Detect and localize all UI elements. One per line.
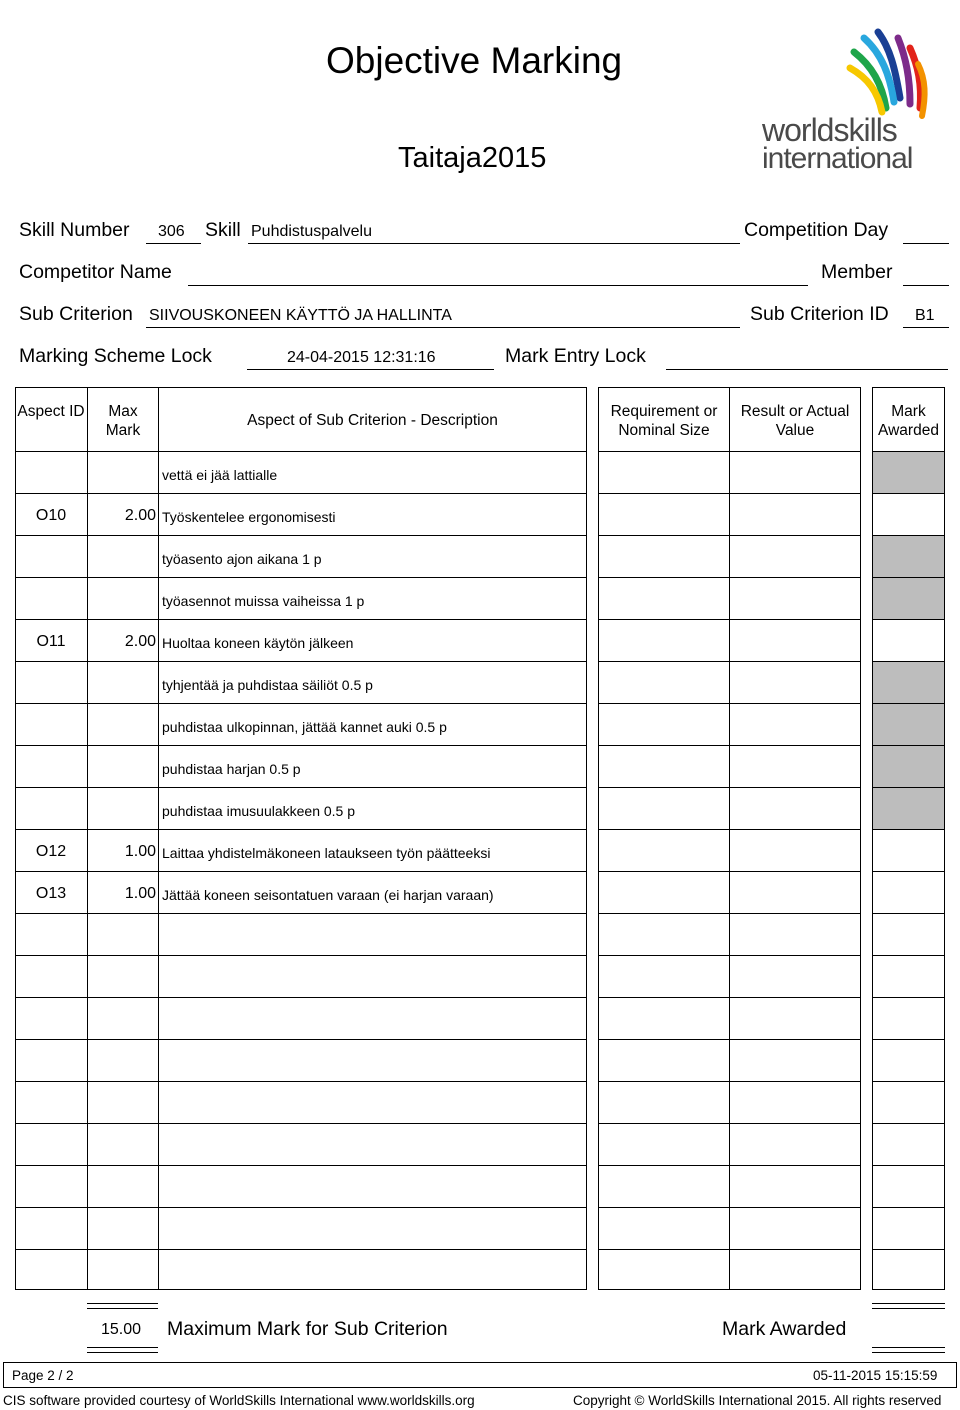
sub-criterion-id-value: B1 (915, 307, 935, 324)
header-description (160, 411, 585, 430)
competition-day-label: Competition Day (744, 219, 889, 241)
description-cell: Huoltaa koneen käytön jälkeen (162, 635, 354, 651)
awarded-cell[interactable] (873, 1124, 944, 1165)
row-divider (598, 703, 861, 704)
description-cell: tyhjentää ja puhdistaa säiliöt 0.5 p (162, 677, 373, 693)
aspect-id-cell: O13 (35, 885, 67, 902)
header-description-text: Aspect of Sub Criterion - Description (247, 412, 498, 429)
sub-criterion-value: SIIVOUSKONEEN KÄYTTÖ JA HALLINTA (149, 307, 452, 324)
description-cell: työasento ajon aikana 1 p (162, 551, 322, 567)
awarded-total-top-rule (872, 1303, 945, 1309)
awarded-cell-shaded (873, 662, 944, 703)
row-divider (15, 829, 587, 830)
row-divider (598, 1123, 861, 1124)
awarded-cell[interactable] (873, 1040, 944, 1081)
description-cell: työasennot muissa vaiheissa 1 p (162, 593, 365, 609)
awarded-cell[interactable] (873, 620, 944, 661)
row-divider (598, 997, 861, 998)
row-divider (15, 1039, 587, 1040)
header-aspect-id (17, 402, 85, 421)
row-divider (598, 955, 861, 956)
awarded-cell-shaded (873, 788, 944, 829)
row-divider (598, 1249, 861, 1250)
marking-scheme-lock-line (247, 369, 494, 370)
awarded-total-bottom-rule (872, 1347, 945, 1353)
max-total-bottom-rule (87, 1347, 158, 1353)
max-mark-cell: 1.00 (124, 843, 156, 860)
mark-entry-lock-line (666, 369, 948, 370)
col-divider (87, 387, 88, 1290)
row-divider (15, 745, 587, 746)
row-divider (598, 787, 861, 788)
awarded-cell-shaded (873, 578, 944, 619)
header-result (733, 402, 857, 440)
marking-scheme-lock-label: Marking Scheme Lock (19, 345, 212, 367)
member-line (903, 285, 949, 286)
logo-text-worldskills: worldskills (762, 112, 897, 148)
max-total-value: 15.00 (101, 1321, 142, 1338)
description-cell: puhdistaa harjan 0.5 p (162, 761, 301, 777)
courtesy-text: CIS software provided courtesy of WorldSkills International www.worldskills.org (3, 1393, 475, 1408)
sub-criterion-line (146, 327, 740, 328)
row-divider (15, 493, 587, 494)
awarded-cell[interactable] (873, 830, 944, 871)
skill-value: Puhdistuspalvelu (251, 223, 372, 240)
skill-number-value: 306 (158, 223, 185, 240)
description-cell: Työskentelee ergonomisesti (162, 509, 336, 525)
row-divider (15, 871, 587, 872)
row-divider (598, 535, 861, 536)
row-divider (598, 661, 861, 662)
awarded-cell-shaded (873, 452, 944, 493)
row-divider (15, 955, 587, 956)
header-requirement (604, 402, 724, 440)
row-divider (15, 1123, 587, 1124)
row-divider (15, 619, 587, 620)
row-divider (15, 451, 587, 452)
skill-line (248, 243, 740, 244)
awarded-cell[interactable] (873, 494, 944, 535)
row-divider (15, 703, 587, 704)
description-cell: Laittaa yhdistelmäkoneen lataukseen työn päätteeksi (162, 845, 491, 861)
copyright-text: Copyright © WorldSkills International 2015. All rights reserved (573, 1393, 942, 1408)
awarded-cell[interactable] (873, 956, 944, 997)
header-requirement-text: Requirement or Nominal Size (610, 403, 718, 439)
row-divider (15, 787, 587, 788)
row-divider (15, 577, 587, 578)
aspect-id-cell: O10 (35, 507, 67, 524)
print-datetime: 05-11-2015 15:15:59 (813, 1368, 938, 1383)
mark-entry-lock-label: Mark Entry Lock (505, 345, 646, 367)
row-divider (15, 997, 587, 998)
logo-text-international: international (762, 142, 913, 175)
col-divider (158, 387, 159, 1290)
member-label: Member (821, 261, 893, 283)
description-cell: puhdistaa ulkopinnan, jättää kannet auki 0.5 p (162, 719, 447, 735)
row-divider (598, 829, 861, 830)
row-divider (15, 1249, 587, 1250)
row-divider (598, 451, 861, 452)
header-max-mark (89, 402, 157, 440)
awarded-cell[interactable] (873, 1166, 944, 1207)
row-divider (598, 577, 861, 578)
row-divider (598, 871, 861, 872)
competitor-name-label: Competitor Name (19, 261, 172, 283)
row-divider (15, 535, 587, 536)
row-divider (598, 1207, 861, 1208)
awarded-cell-shaded (873, 704, 944, 745)
skill-number-line (146, 243, 201, 244)
page-title: Objective Marking (326, 40, 623, 81)
max-mark-cell: 1.00 (124, 885, 156, 902)
mark-awarded-label: Mark Awarded (722, 1318, 847, 1340)
row-divider (15, 1081, 587, 1082)
description-cell: Jättää koneen seisontatuen varaan (ei harjan varaan) (162, 887, 494, 903)
awarded-cell[interactable] (873, 1082, 944, 1123)
awarded-cell[interactable] (873, 998, 944, 1039)
sub-criterion-id-line (903, 327, 949, 328)
awarded-cell[interactable] (873, 1208, 944, 1249)
aspect-id-cell: O11 (36, 633, 66, 650)
row-divider (598, 493, 861, 494)
sub-criterion-label: Sub Criterion (19, 303, 133, 325)
competition-day-line (903, 243, 949, 244)
description-cell: puhdistaa imusuulakkeen 0.5 p (162, 803, 356, 819)
row-divider (598, 1039, 861, 1040)
worldskills-logo (760, 28, 930, 178)
skill-label: Skill (205, 219, 241, 241)
row-divider (598, 745, 861, 746)
header-awarded-text: Mark Awarded (878, 403, 939, 439)
row-divider (15, 913, 587, 914)
header-max-mark-text: Max Mark (105, 403, 141, 439)
row-divider (598, 913, 861, 914)
event-name: Taitaja2015 (398, 142, 547, 174)
row-divider (598, 619, 861, 620)
marking-scheme-lock-value: 24-04-2015 12:31:16 (287, 349, 436, 366)
awarded-cell[interactable] (873, 1250, 944, 1291)
aspect-id-cell: O12 (35, 843, 67, 860)
sub-criterion-id-label: Sub Criterion ID (750, 303, 889, 325)
row-divider (598, 1081, 861, 1082)
skill-number-label: Skill Number (19, 219, 130, 241)
header-aspect-id-text: Aspect ID (17, 403, 85, 420)
header-result-text: Result or Actual Value (740, 403, 850, 439)
row-divider (15, 1207, 587, 1208)
max-mark-cell: 2.00 (124, 507, 156, 524)
row-divider (15, 1165, 587, 1166)
max-mark-cell: 2.00 (124, 633, 156, 650)
awarded-cell[interactable] (873, 914, 944, 955)
row-divider (598, 1165, 861, 1166)
max-total-top-rule (87, 1303, 158, 1309)
description-cell: vettä ei jää lattialle (162, 467, 278, 483)
awarded-cell[interactable] (873, 872, 944, 913)
competitor-name-line (188, 285, 808, 286)
max-total-label: Maximum Mark for Sub Criterion (167, 1318, 448, 1340)
row-divider (15, 661, 587, 662)
awarded-cell-shaded (873, 536, 944, 577)
page-number: Page 2 / 2 (12, 1368, 74, 1383)
col-divider (729, 387, 730, 1290)
awarded-cell-shaded (873, 746, 944, 787)
header-awarded (874, 402, 943, 440)
